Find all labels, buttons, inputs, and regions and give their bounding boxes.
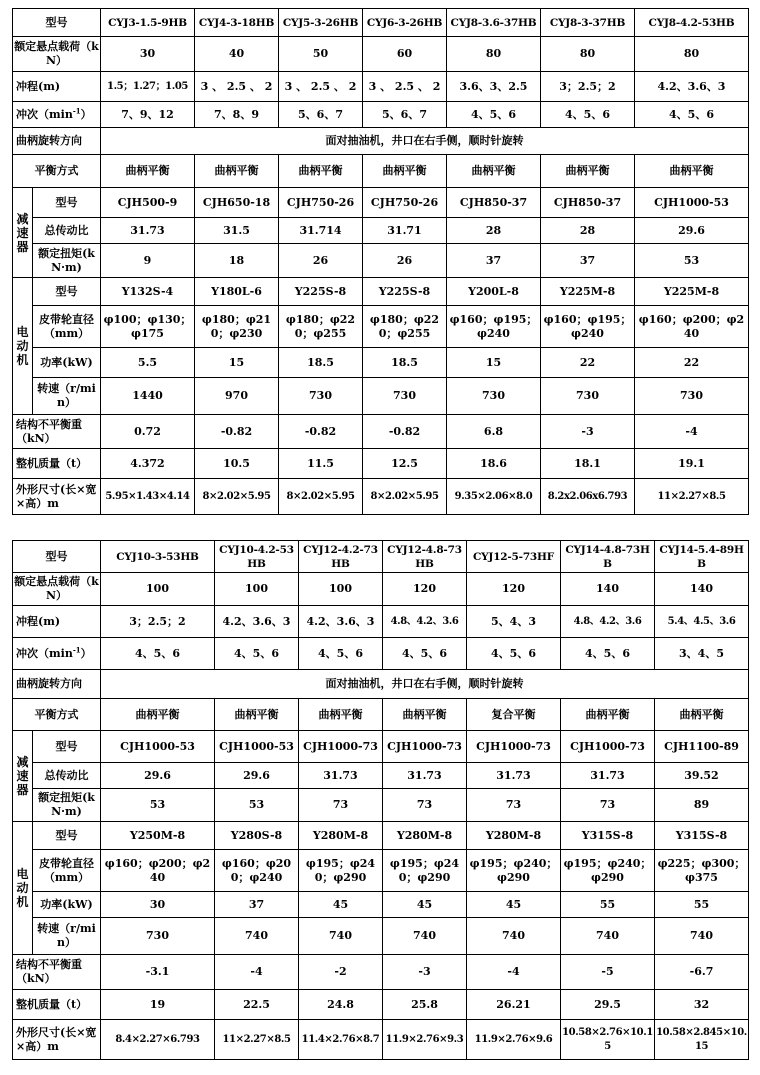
spm-cell: 5、6、7: [363, 102, 447, 128]
row-motor-pulley: [13, 306, 749, 348]
motor-pulley-cell: φ100；φ130；φ175: [101, 306, 195, 348]
balance-cell: 曲柄平衡: [279, 155, 363, 188]
balance-cell: 曲柄平衡: [447, 155, 541, 188]
model-cell: CYJ8-4.2-53HB: [635, 9, 749, 37]
model-cell: CYJ10-4.2-53HB: [215, 541, 299, 573]
rated-load-cell: 80: [447, 37, 541, 72]
reducer-ratio-cell: 31.71: [363, 218, 447, 244]
motor-pulley-cell: φ160；φ195；φ240: [541, 306, 635, 348]
balance-cell: 曲柄平衡: [561, 699, 655, 731]
mass-cell: 18.6: [447, 449, 541, 479]
model-cell: CYJ5-3-26HB: [279, 9, 363, 37]
dimensions-cell: 11.4×2.76×8.7: [299, 1020, 383, 1060]
stroke-cell: 4.2、3.6、3: [299, 606, 383, 638]
reducer-torque-cell: 37: [447, 244, 541, 278]
reducer-model-cell: CJH650-18: [195, 188, 279, 218]
label-motor-power: 功率(kW): [33, 348, 101, 378]
label-crank-rotation: 曲柄旋转方向: [13, 128, 101, 155]
dimensions-cell: 5.95×1.43×4.14: [101, 479, 195, 515]
row-mass: [13, 449, 749, 479]
label-model: 型号: [13, 541, 101, 573]
mass-cell: 29.5: [561, 990, 655, 1020]
model-cell: CYJ14-5.4-89HB: [655, 541, 749, 573]
stroke-cell: 4.2、3.6、3: [215, 606, 299, 638]
rated-load-cell: 100: [101, 573, 215, 606]
reducer-model-cell: CJH850-37: [541, 188, 635, 218]
unbalance-cell: -5: [561, 955, 655, 990]
unbalance-cell: -0.82: [195, 415, 279, 449]
label-dimensions: 外形尺寸(长×宽×高）m: [13, 479, 101, 515]
mass-cell: 25.8: [383, 990, 467, 1020]
motor-speed-cell: 730: [635, 378, 749, 415]
spm-cell: 4、5、6: [467, 638, 561, 670]
reducer-model-cell: CJH850-37: [447, 188, 541, 218]
label-rated-load: 额定悬点载荷（kN）: [13, 573, 101, 606]
row-reducer-model: [13, 731, 749, 763]
row-model: [13, 541, 749, 573]
motor-speed-cell: 730: [279, 378, 363, 415]
stroke-cell: 1.5；1.27；1.05: [101, 72, 195, 102]
reducer-model-cell: CJH1000-53: [635, 188, 749, 218]
reducer-model-cell: CJH1100-89: [655, 731, 749, 763]
motor-speed-cell: 730: [541, 378, 635, 415]
stroke-cell: 3.6、3、2.5: [447, 72, 541, 102]
reducer-torque-cell: 53: [215, 789, 299, 822]
row-motor-speed: [13, 918, 749, 955]
spec-table-2: [12, 540, 749, 1060]
motor-speed-cell: 1440: [101, 378, 195, 415]
motor-pulley-cell: φ225；φ300；φ375: [655, 850, 749, 892]
label-motor-model: 型号: [33, 278, 101, 306]
label-spm-sup: -1: [72, 644, 81, 654]
dimensions-cell: 10.58×2.76×10.15: [561, 1020, 655, 1060]
row-motor-speed: [13, 378, 749, 415]
stroke-cell: 3；2.5；2: [101, 606, 215, 638]
label-reducer-model: 型号: [33, 188, 101, 218]
rated-load-cell: 100: [215, 573, 299, 606]
row-reducer-ratio: [13, 218, 749, 244]
dimensions-cell: 11×2.27×8.5: [215, 1020, 299, 1060]
motor-pulley-cell: φ160；φ200；φ240: [215, 850, 299, 892]
mass-cell: 19.1: [635, 449, 749, 479]
unbalance-cell: -0.82: [279, 415, 363, 449]
rated-load-cell: 80: [635, 37, 749, 72]
row-reducer-torque: [13, 244, 749, 278]
mass-cell: 10.5: [195, 449, 279, 479]
dimensions-cell: 8×2.02×5.95: [363, 479, 447, 515]
row-motor-model: [13, 822, 749, 850]
balance-cell: 曲柄平衡: [383, 699, 467, 731]
motor-speed-cell: 740: [561, 918, 655, 955]
motor-model-cell: Y280M-8: [467, 822, 561, 850]
row-reducer-torque: [13, 789, 749, 822]
mass-cell: 24.8: [299, 990, 383, 1020]
spm-cell: 4、5、6: [101, 638, 215, 670]
motor-model-cell: Y225S-8: [279, 278, 363, 306]
model-cell: CYJ3-1.5-9HB: [101, 9, 195, 37]
unbalance-cell: -4: [467, 955, 561, 990]
label-motor-model: 型号: [33, 822, 101, 850]
reducer-model-cell: CJH1000-53: [215, 731, 299, 763]
row-model: [13, 9, 749, 37]
motor-power-cell: 15: [195, 348, 279, 378]
spm-cell: 4、5、6: [561, 638, 655, 670]
motor-model-cell: Y200L-8: [447, 278, 541, 306]
model-cell: CYJ12-4.2-73HB: [299, 541, 383, 573]
rated-load-cell: 140: [655, 573, 749, 606]
motor-model-cell: Y250M-8: [101, 822, 215, 850]
unbalance-cell: -4: [635, 415, 749, 449]
row-spm: [13, 102, 749, 128]
motor-power-cell: 22: [541, 348, 635, 378]
motor-power-cell: 45: [299, 892, 383, 918]
mass-cell: 26.21: [467, 990, 561, 1020]
motor-pulley-cell: φ195；φ240；φ290: [467, 850, 561, 892]
reducer-ratio-cell: 31.73: [299, 763, 383, 789]
row-rated-load: [13, 37, 749, 72]
spm-cell: 4、5、6: [383, 638, 467, 670]
row-rated-load: [13, 573, 749, 606]
motor-pulley-cell: φ180；φ220；φ255: [279, 306, 363, 348]
mass-cell: 12.5: [363, 449, 447, 479]
spm-cell: 5、6、7: [279, 102, 363, 128]
mass-cell: 4.372: [101, 449, 195, 479]
motor-model-cell: Y280S-8: [215, 822, 299, 850]
motor-power-cell: 30: [101, 892, 215, 918]
model-cell: CYJ4-3-18HB: [195, 9, 279, 37]
reducer-torque-cell: 53: [101, 789, 215, 822]
mass-cell: 11.5: [279, 449, 363, 479]
label-reducer-ratio: 总传动比: [33, 763, 101, 789]
label-reducer-torque: 额定扭矩(kN·m): [33, 789, 101, 822]
stroke-cell: 3；2.5；2: [541, 72, 635, 102]
crank-rotation-cell: 面对抽油机，井口在右手侧，顺时针旋转: [101, 128, 749, 155]
rated-load-cell: 140: [561, 573, 655, 606]
motor-pulley-cell: φ195；φ240；φ290: [561, 850, 655, 892]
model-cell: CYJ12-4.8-73HB: [383, 541, 467, 573]
reducer-torque-cell: 73: [383, 789, 467, 822]
dimensions-cell: 8×2.02×5.95: [195, 479, 279, 515]
mass-cell: 18.1: [541, 449, 635, 479]
label-mass: 整机质量（t）: [13, 449, 101, 479]
balance-cell: 曲柄平衡: [363, 155, 447, 188]
unbalance-cell: -4: [215, 955, 299, 990]
reducer-model-cell: CJH1000-73: [561, 731, 655, 763]
stroke-cell: 3 、 2.5 、 2: [279, 72, 363, 102]
reducer-torque-cell: 18: [195, 244, 279, 278]
group-motor: 电动机: [13, 278, 33, 415]
label-spm: [13, 102, 101, 128]
label-motor-speed: 转速（r/min）: [33, 378, 101, 415]
model-cell: CYJ8-3.6-37HB: [447, 9, 541, 37]
motor-power-cell: 18.5: [279, 348, 363, 378]
rated-load-cell: 120: [467, 573, 561, 606]
label-motor-pulley: 皮带轮直径（mm）: [33, 306, 101, 348]
reducer-torque-cell: 73: [299, 789, 383, 822]
spm-cell: 4、5、6: [215, 638, 299, 670]
balance-cell: 曲柄平衡: [655, 699, 749, 731]
unbalance-cell: 0.72: [101, 415, 195, 449]
unbalance-cell: -3: [383, 955, 467, 990]
balance-cell: 曲柄平衡: [101, 699, 215, 731]
balance-cell: 曲柄平衡: [215, 699, 299, 731]
dimensions-cell: 11×2.27×8.5: [635, 479, 749, 515]
unbalance-cell: -6.7: [655, 955, 749, 990]
rated-load-cell: 40: [195, 37, 279, 72]
label-dimensions: 外形尺寸(长×宽×高）m: [13, 1020, 101, 1060]
rated-load-cell: 80: [541, 37, 635, 72]
label-spm-close: ）: [80, 107, 92, 121]
rated-load-cell: 50: [279, 37, 363, 72]
stroke-cell: 4.2、3.6、3: [635, 72, 749, 102]
motor-model-cell: Y280M-8: [299, 822, 383, 850]
motor-power-cell: 18.5: [363, 348, 447, 378]
dimensions-cell: 9.35×2.06×8.0: [447, 479, 541, 515]
row-balance: [13, 699, 749, 731]
motor-power-cell: 55: [561, 892, 655, 918]
label-spm: [13, 638, 101, 670]
label-crank-rotation: 曲柄旋转方向: [13, 670, 101, 699]
unbalance-cell: 6.8: [447, 415, 541, 449]
balance-cell: 曲柄平衡: [101, 155, 195, 188]
row-stroke: [13, 72, 749, 102]
spm-cell: 3、4、5: [655, 638, 749, 670]
mass-cell: 32: [655, 990, 749, 1020]
label-motor-speed: 转速（r/min）: [33, 918, 101, 955]
motor-power-cell: 45: [383, 892, 467, 918]
motor-pulley-cell: φ180；φ220；φ255: [363, 306, 447, 348]
motor-model-cell: Y315S-8: [561, 822, 655, 850]
reducer-model-cell: CJH1000-73: [299, 731, 383, 763]
dimensions-cell: 10.58×2.845×10.15: [655, 1020, 749, 1060]
dimensions-cell: 11.9×2.76×9.3: [383, 1020, 467, 1060]
reducer-ratio-cell: 28: [541, 218, 635, 244]
motor-speed-cell: 970: [195, 378, 279, 415]
row-dimensions: [13, 479, 749, 515]
motor-power-cell: 37: [215, 892, 299, 918]
stroke-cell: 4.8、4.2、3.6: [561, 606, 655, 638]
reducer-torque-cell: 89: [655, 789, 749, 822]
mass-cell: 22.5: [215, 990, 299, 1020]
balance-cell: 复合平衡: [467, 699, 561, 731]
label-spm-sup: -1: [72, 105, 81, 115]
reducer-torque-cell: 26: [279, 244, 363, 278]
spm-cell: 4、5、6: [299, 638, 383, 670]
motor-speed-cell: 730: [101, 918, 215, 955]
label-reducer-ratio: 总传动比: [33, 218, 101, 244]
motor-power-cell: 22: [635, 348, 749, 378]
spm-cell: 4、5、6: [447, 102, 541, 128]
reducer-ratio-cell: 29.6: [215, 763, 299, 789]
group-reducer: 减速器: [13, 731, 33, 822]
row-unbalance: [13, 415, 749, 449]
stroke-cell: 5、4、3: [467, 606, 561, 638]
model-cell: CYJ8-3-37HB: [541, 9, 635, 37]
stroke-cell: 4.8、4.2、3.6: [383, 606, 467, 638]
row-spm: [13, 638, 749, 670]
label-unbalance: 结构不平衡重（kN）: [13, 415, 101, 449]
label-spm-text: 冲次（min: [16, 646, 73, 660]
reducer-ratio-cell: 39.52: [655, 763, 749, 789]
motor-power-cell: 45: [467, 892, 561, 918]
label-reducer-model: 型号: [33, 731, 101, 763]
dimensions-cell: 8.2x2.06x6.793: [541, 479, 635, 515]
rated-load-cell: 100: [299, 573, 383, 606]
label-motor-pulley: 皮带轮直径（mm）: [33, 850, 101, 892]
model-cell: CYJ6-3-26HB: [363, 9, 447, 37]
motor-model-cell: Y315S-8: [655, 822, 749, 850]
unbalance-cell: -0.82: [363, 415, 447, 449]
row-mass: [13, 990, 749, 1020]
motor-speed-cell: 740: [215, 918, 299, 955]
unbalance-cell: -3: [541, 415, 635, 449]
motor-model-cell: Y225M-8: [635, 278, 749, 306]
motor-model-cell: Y180L-6: [195, 278, 279, 306]
rated-load-cell: 30: [101, 37, 195, 72]
reducer-ratio-cell: 29.6: [635, 218, 749, 244]
motor-power-cell: 5.5: [101, 348, 195, 378]
motor-power-cell: 55: [655, 892, 749, 918]
motor-pulley-cell: φ160；φ200；φ240: [635, 306, 749, 348]
motor-model-cell: Y225S-8: [363, 278, 447, 306]
balance-cell: 曲柄平衡: [299, 699, 383, 731]
row-crank-rotation: [13, 670, 749, 699]
label-mass: 整机质量（t）: [13, 990, 101, 1020]
balance-cell: 曲柄平衡: [195, 155, 279, 188]
rated-load-cell: 60: [363, 37, 447, 72]
unbalance-cell: -2: [299, 955, 383, 990]
motor-pulley-cell: φ195；φ240；φ290: [383, 850, 467, 892]
motor-model-cell: Y132S-4: [101, 278, 195, 306]
reducer-ratio-cell: 31.73: [383, 763, 467, 789]
reducer-ratio-cell: 31.714: [279, 218, 363, 244]
reducer-model-cell: CJH500-9: [101, 188, 195, 218]
crank-rotation-cell: 面对抽油机，井口在右手侧，顺时针旋转: [101, 670, 749, 699]
reducer-torque-cell: 73: [561, 789, 655, 822]
mass-cell: 19: [101, 990, 215, 1020]
spm-cell: 4、5、6: [541, 102, 635, 128]
row-stroke: [13, 606, 749, 638]
reducer-torque-cell: 73: [467, 789, 561, 822]
row-reducer-model: [13, 188, 749, 218]
label-rated-load: 额定悬点载荷（kN）: [13, 37, 101, 72]
balance-cell: 曲柄平衡: [541, 155, 635, 188]
label-spm-close: ）: [80, 646, 92, 660]
row-motor-model: [13, 278, 749, 306]
reducer-model-cell: CJH1000-73: [383, 731, 467, 763]
stroke-cell: 5.4、4.5、3.6: [655, 606, 749, 638]
label-model: 型号: [13, 9, 101, 37]
spec-table-1: [12, 8, 749, 515]
reducer-ratio-cell: 29.6: [101, 763, 215, 789]
reducer-model-cell: CJH750-26: [279, 188, 363, 218]
dimensions-cell: 8.4×2.27×6.793: [101, 1020, 215, 1060]
rated-load-cell: 120: [383, 573, 467, 606]
label-unbalance: 结构不平衡重（kN）: [13, 955, 101, 990]
group-motor: 电动机: [13, 822, 33, 955]
model-cell: CYJ14-4.8-73HB: [561, 541, 655, 573]
motor-speed-cell: 740: [299, 918, 383, 955]
motor-model-cell: Y280M-8: [383, 822, 467, 850]
row-motor-pulley: [13, 850, 749, 892]
label-balance: 平衡方式: [13, 155, 101, 188]
motor-model-cell: Y225M-8: [541, 278, 635, 306]
reducer-torque-cell: 26: [363, 244, 447, 278]
motor-speed-cell: 730: [447, 378, 541, 415]
label-balance: 平衡方式: [13, 699, 101, 731]
label-stroke: 冲程(m): [13, 606, 101, 638]
unbalance-cell: -3.1: [101, 955, 215, 990]
label-motor-power: 功率(kW): [33, 892, 101, 918]
reducer-ratio-cell: 31.73: [101, 218, 195, 244]
motor-speed-cell: 740: [383, 918, 467, 955]
row-dimensions: [13, 1020, 749, 1060]
label-spm-text: 冲次（min: [16, 107, 73, 121]
reducer-model-cell: CJH750-26: [363, 188, 447, 218]
row-reducer-ratio: [13, 763, 749, 789]
group-reducer: 减速器: [13, 188, 33, 278]
spm-cell: 7、8、9: [195, 102, 279, 128]
reducer-ratio-cell: 31.73: [561, 763, 655, 789]
dimensions-cell: 8×2.02×5.95: [279, 479, 363, 515]
row-motor-power: [13, 892, 749, 918]
reducer-model-cell: CJH1000-53: [101, 731, 215, 763]
motor-speed-cell: 740: [467, 918, 561, 955]
motor-pulley-cell: φ160；φ195；φ240: [447, 306, 541, 348]
row-crank-rotation: [13, 128, 749, 155]
reducer-torque-cell: 53: [635, 244, 749, 278]
motor-speed-cell: 730: [363, 378, 447, 415]
motor-speed-cell: 740: [655, 918, 749, 955]
reducer-ratio-cell: 31.73: [467, 763, 561, 789]
motor-pulley-cell: φ160；φ200；φ240: [101, 850, 215, 892]
motor-pulley-cell: φ195；φ240；φ290: [299, 850, 383, 892]
stroke-cell: 3 、 2.5 、 2: [195, 72, 279, 102]
stroke-cell: 3 、 2.5 、 2: [363, 72, 447, 102]
spm-cell: 4、5、6: [635, 102, 749, 128]
row-unbalance: [13, 955, 749, 990]
reducer-torque-cell: 9: [101, 244, 195, 278]
reducer-model-cell: CJH1000-73: [467, 731, 561, 763]
motor-pulley-cell: φ180；φ210；φ230: [195, 306, 279, 348]
spm-cell: 7、9、12: [101, 102, 195, 128]
reducer-ratio-cell: 31.5: [195, 218, 279, 244]
motor-power-cell: 15: [447, 348, 541, 378]
reducer-ratio-cell: 28: [447, 218, 541, 244]
row-motor-power: [13, 348, 749, 378]
label-stroke: 冲程(m): [13, 72, 101, 102]
reducer-torque-cell: 37: [541, 244, 635, 278]
model-cell: CYJ10-3-53HB: [101, 541, 215, 573]
model-cell: CYJ12-5-73HF: [467, 541, 561, 573]
balance-cell: 曲柄平衡: [635, 155, 749, 188]
row-balance: [13, 155, 749, 188]
dimensions-cell: 11.9×2.76×9.6: [467, 1020, 561, 1060]
label-reducer-torque: 额定扭矩(kN·m): [33, 244, 101, 278]
